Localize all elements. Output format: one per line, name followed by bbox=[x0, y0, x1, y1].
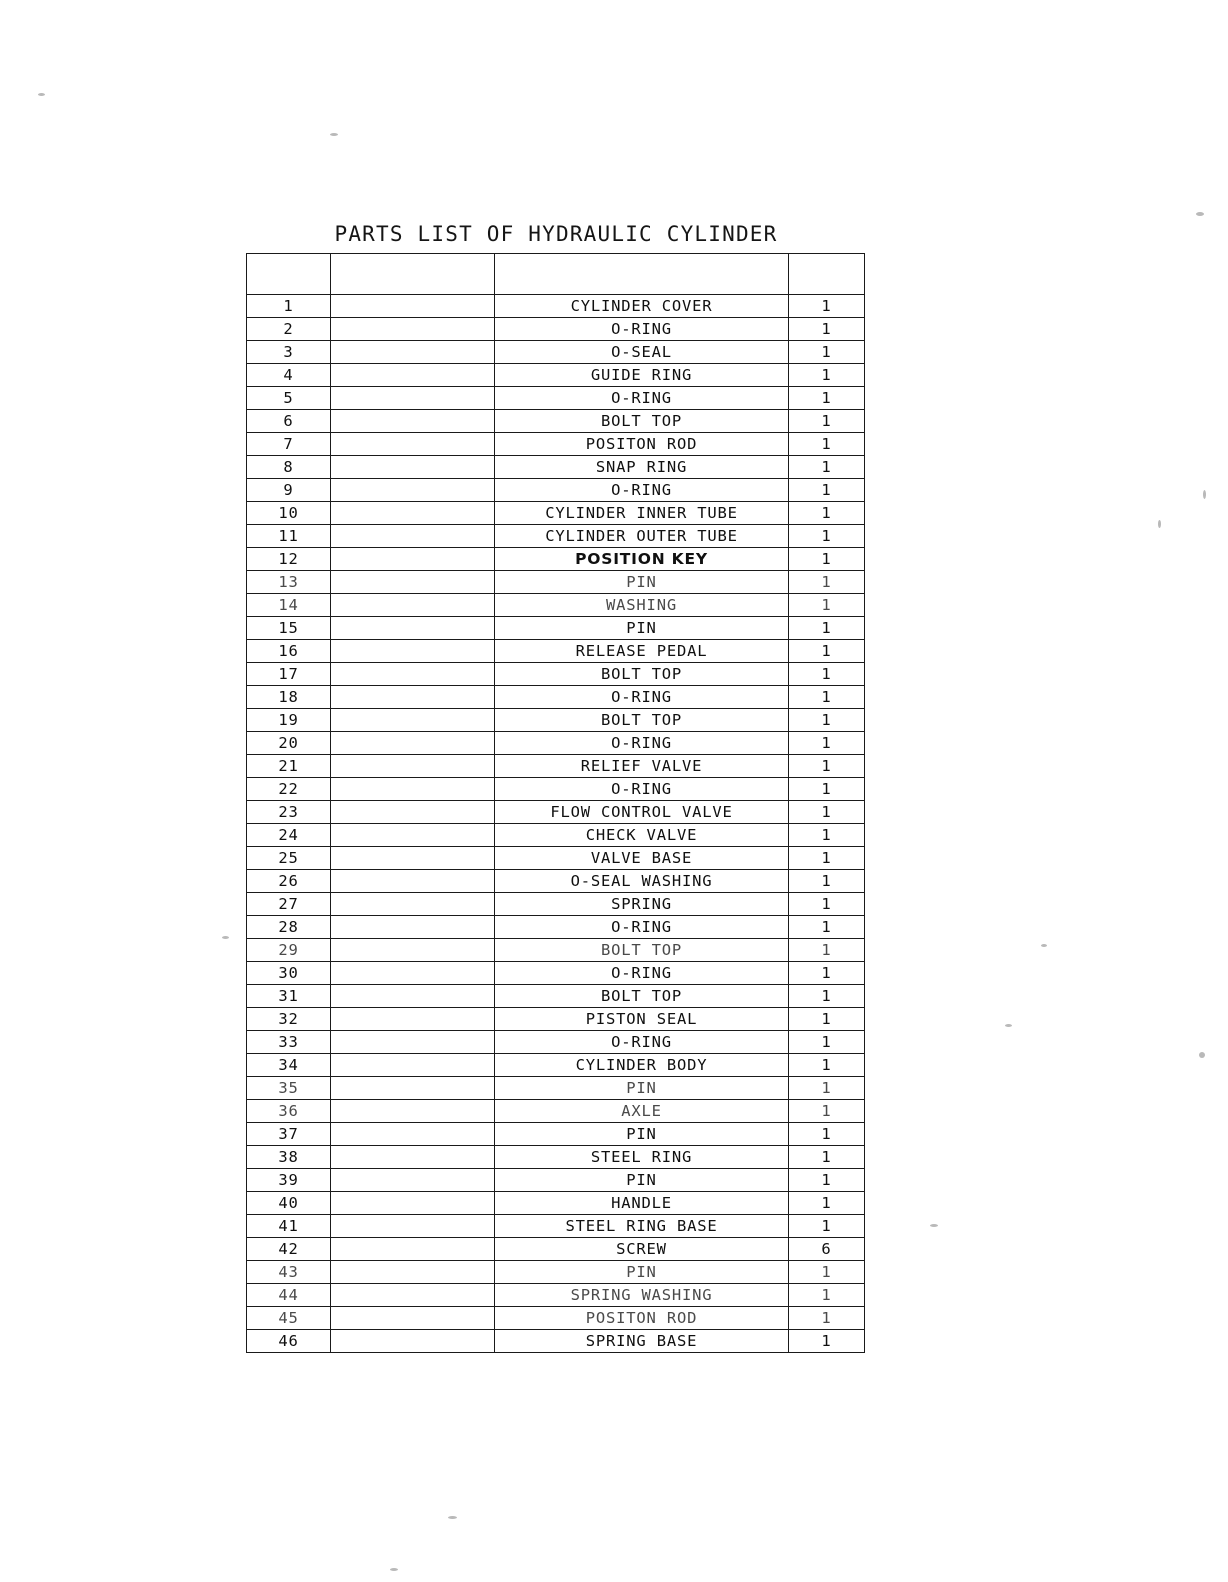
cell-quantity: 1 bbox=[789, 1146, 865, 1169]
cell-quantity: 1 bbox=[789, 640, 865, 663]
table-row bbox=[247, 387, 865, 410]
cell-part-code bbox=[331, 640, 495, 663]
table-row bbox=[247, 755, 865, 778]
table-row bbox=[247, 778, 865, 801]
cell-part-name: O-SEAL WASHING bbox=[495, 870, 789, 893]
table-header-row bbox=[247, 254, 865, 295]
cell-quantity: 1 bbox=[789, 686, 865, 709]
cell-item-number: 19 bbox=[247, 709, 331, 732]
cell-item-number: 45 bbox=[247, 1307, 331, 1330]
cell-part-code bbox=[331, 318, 495, 341]
cell-quantity: 1 bbox=[789, 732, 865, 755]
table-row bbox=[247, 433, 865, 456]
cell-part-code bbox=[331, 341, 495, 364]
cell-item-number: 25 bbox=[247, 847, 331, 870]
table-row bbox=[247, 732, 865, 755]
scan-speck bbox=[1199, 1052, 1205, 1058]
cell-item-number: 36 bbox=[247, 1100, 331, 1123]
cell-quantity: 1 bbox=[789, 295, 865, 318]
cell-part-code bbox=[331, 617, 495, 640]
scan-speck bbox=[390, 1568, 398, 1571]
cell-part-code bbox=[331, 916, 495, 939]
cell-part-code bbox=[331, 1077, 495, 1100]
cell-item-number: 26 bbox=[247, 870, 331, 893]
cell-part-code bbox=[331, 847, 495, 870]
cell-quantity: 1 bbox=[789, 985, 865, 1008]
cell-item-number: 28 bbox=[247, 916, 331, 939]
cell-quantity: 1 bbox=[789, 594, 865, 617]
cell-quantity: 1 bbox=[789, 548, 865, 571]
cell-part-name: CYLINDER COVER bbox=[495, 295, 789, 318]
cell-item-number: 21 bbox=[247, 755, 331, 778]
cell-part-name: PIN bbox=[495, 1123, 789, 1146]
cell-quantity: 1 bbox=[789, 617, 865, 640]
cell-item-number: 38 bbox=[247, 1146, 331, 1169]
cell-part-code bbox=[331, 1307, 495, 1330]
table-row bbox=[247, 1192, 865, 1215]
cell-quantity: 6 bbox=[789, 1238, 865, 1261]
table-row bbox=[247, 1307, 865, 1330]
table-row bbox=[247, 1008, 865, 1031]
cell-item-number: 43 bbox=[247, 1261, 331, 1284]
table-row bbox=[247, 962, 865, 985]
cell-part-code bbox=[331, 387, 495, 410]
cell-item-number: 8 bbox=[247, 456, 331, 479]
table-row bbox=[247, 617, 865, 640]
cell-item-number: 30 bbox=[247, 962, 331, 985]
cell-part-name: CHECK VALVE bbox=[495, 824, 789, 847]
cell-part-name: CYLINDER INNER TUBE bbox=[495, 502, 789, 525]
cell-part-name: SCREW bbox=[495, 1238, 789, 1261]
cell-quantity: 1 bbox=[789, 755, 865, 778]
cell-part-code bbox=[331, 778, 495, 801]
table-row bbox=[247, 1054, 865, 1077]
cell-part-name: PIN bbox=[495, 571, 789, 594]
cell-part-name: VALVE BASE bbox=[495, 847, 789, 870]
cell-quantity: 1 bbox=[789, 778, 865, 801]
cell-item-number: 39 bbox=[247, 1169, 331, 1192]
scan-speck bbox=[1203, 490, 1206, 499]
cell-part-code bbox=[331, 1192, 495, 1215]
cell-item-number: 2 bbox=[247, 318, 331, 341]
cell-part-name: PIN bbox=[495, 1077, 789, 1100]
cell-part-code bbox=[331, 1169, 495, 1192]
cell-part-name: PISTON SEAL bbox=[495, 1008, 789, 1031]
cell-quantity: 1 bbox=[789, 847, 865, 870]
cell-item-number: 46 bbox=[247, 1330, 331, 1353]
header-cell-code bbox=[331, 254, 495, 295]
cell-quantity: 1 bbox=[789, 387, 865, 410]
cell-part-code bbox=[331, 1008, 495, 1031]
cell-part-name: O-RING bbox=[495, 318, 789, 341]
cell-part-name: SPRING bbox=[495, 893, 789, 916]
cell-part-code bbox=[331, 1238, 495, 1261]
cell-quantity: 1 bbox=[789, 1100, 865, 1123]
cell-part-name: PIN bbox=[495, 1261, 789, 1284]
cell-part-name: BOLT TOP bbox=[495, 985, 789, 1008]
cell-part-name: CYLINDER OUTER TUBE bbox=[495, 525, 789, 548]
cell-quantity: 1 bbox=[789, 479, 865, 502]
cell-item-number: 16 bbox=[247, 640, 331, 663]
table-row bbox=[247, 1100, 865, 1123]
cell-item-number: 37 bbox=[247, 1123, 331, 1146]
cell-item-number: 5 bbox=[247, 387, 331, 410]
cell-part-code bbox=[331, 295, 495, 318]
cell-item-number: 10 bbox=[247, 502, 331, 525]
table-row bbox=[247, 1146, 865, 1169]
cell-part-name: GUIDE RING bbox=[495, 364, 789, 387]
table-row bbox=[247, 594, 865, 617]
parts-table-body bbox=[247, 254, 865, 1353]
cell-item-number: 32 bbox=[247, 1008, 331, 1031]
cell-part-code bbox=[331, 594, 495, 617]
cell-part-name: AXLE bbox=[495, 1100, 789, 1123]
cell-item-number: 33 bbox=[247, 1031, 331, 1054]
cell-item-number: 12 bbox=[247, 548, 331, 571]
cell-quantity: 1 bbox=[789, 709, 865, 732]
header-cell-qty bbox=[789, 254, 865, 295]
cell-part-code bbox=[331, 893, 495, 916]
table-row bbox=[247, 456, 865, 479]
scan-speck bbox=[38, 93, 45, 96]
cell-quantity: 1 bbox=[789, 318, 865, 341]
table-row bbox=[247, 1261, 865, 1284]
cell-part-name: O-RING bbox=[495, 916, 789, 939]
cell-quantity: 1 bbox=[789, 1054, 865, 1077]
table-row bbox=[247, 1031, 865, 1054]
scan-speck bbox=[222, 936, 229, 939]
cell-item-number: 4 bbox=[247, 364, 331, 387]
cell-item-number: 9 bbox=[247, 479, 331, 502]
table-row bbox=[247, 893, 865, 916]
cell-part-code bbox=[331, 1031, 495, 1054]
cell-quantity: 1 bbox=[789, 571, 865, 594]
cell-quantity: 1 bbox=[789, 1307, 865, 1330]
cell-part-code bbox=[331, 433, 495, 456]
cell-part-name: FLOW CONTROL VALVE bbox=[495, 801, 789, 824]
cell-part-code bbox=[331, 732, 495, 755]
cell-part-name: O-RING bbox=[495, 479, 789, 502]
cell-item-number: 24 bbox=[247, 824, 331, 847]
table-row bbox=[247, 525, 865, 548]
table-row bbox=[247, 1284, 865, 1307]
table-row bbox=[247, 341, 865, 364]
cell-part-code bbox=[331, 801, 495, 824]
cell-part-code bbox=[331, 548, 495, 571]
header-cell-no bbox=[247, 254, 331, 295]
cell-quantity: 1 bbox=[789, 525, 865, 548]
cell-part-name: O-RING bbox=[495, 1031, 789, 1054]
cell-part-code bbox=[331, 939, 495, 962]
cell-part-code bbox=[331, 1146, 495, 1169]
table-row bbox=[247, 985, 865, 1008]
cell-part-code bbox=[331, 479, 495, 502]
cell-quantity: 1 bbox=[789, 824, 865, 847]
scan-speck bbox=[930, 1224, 938, 1227]
cell-item-number: 40 bbox=[247, 1192, 331, 1215]
cell-part-name: O-RING bbox=[495, 686, 789, 709]
cell-quantity: 1 bbox=[789, 1077, 865, 1100]
cell-part-name: WASHING bbox=[495, 594, 789, 617]
cell-quantity: 1 bbox=[789, 1031, 865, 1054]
cell-quantity: 1 bbox=[789, 962, 865, 985]
table-row bbox=[247, 1330, 865, 1353]
cell-item-number: 7 bbox=[247, 433, 331, 456]
scan-speck bbox=[330, 133, 338, 136]
cell-part-name: STEEL RING BASE bbox=[495, 1215, 789, 1238]
cell-quantity: 1 bbox=[789, 939, 865, 962]
cell-part-name: PIN bbox=[495, 617, 789, 640]
cell-quantity: 1 bbox=[789, 502, 865, 525]
cell-part-name: SPRING BASE bbox=[495, 1330, 789, 1353]
cell-quantity: 1 bbox=[789, 893, 865, 916]
cell-part-name: POSITION KEY bbox=[495, 548, 789, 571]
cell-quantity: 1 bbox=[789, 341, 865, 364]
table-row bbox=[247, 295, 865, 318]
cell-part-name: BOLT TOP bbox=[495, 939, 789, 962]
cell-item-number: 6 bbox=[247, 410, 331, 433]
table-row bbox=[247, 571, 865, 594]
cell-part-code bbox=[331, 1330, 495, 1353]
table-row bbox=[247, 939, 865, 962]
table-row bbox=[247, 479, 865, 502]
cell-item-number: 27 bbox=[247, 893, 331, 916]
cell-part-name: RELIEF VALVE bbox=[495, 755, 789, 778]
cell-quantity: 1 bbox=[789, 1192, 865, 1215]
cell-part-code bbox=[331, 364, 495, 387]
table-row bbox=[247, 640, 865, 663]
cell-part-code bbox=[331, 1261, 495, 1284]
cell-part-code bbox=[331, 1054, 495, 1077]
table-row bbox=[247, 801, 865, 824]
cell-part-code bbox=[331, 1100, 495, 1123]
cell-part-name: SNAP RING bbox=[495, 456, 789, 479]
table-row bbox=[247, 318, 865, 341]
cell-item-number: 20 bbox=[247, 732, 331, 755]
cell-item-number: 13 bbox=[247, 571, 331, 594]
cell-quantity: 1 bbox=[789, 1008, 865, 1031]
cell-part-code bbox=[331, 502, 495, 525]
cell-item-number: 14 bbox=[247, 594, 331, 617]
cell-part-code bbox=[331, 686, 495, 709]
cell-part-name: HANDLE bbox=[495, 1192, 789, 1215]
table-row bbox=[247, 1077, 865, 1100]
cell-quantity: 1 bbox=[789, 1215, 865, 1238]
cell-part-name: BOLT TOP bbox=[495, 709, 789, 732]
parts-table bbox=[246, 253, 865, 1353]
cell-quantity: 1 bbox=[789, 663, 865, 686]
cell-part-name: O-RING bbox=[495, 778, 789, 801]
cell-quantity: 1 bbox=[789, 410, 865, 433]
cell-quantity: 1 bbox=[789, 1169, 865, 1192]
table-row bbox=[247, 1238, 865, 1261]
cell-item-number: 41 bbox=[247, 1215, 331, 1238]
scan-speck bbox=[1041, 944, 1047, 947]
cell-item-number: 35 bbox=[247, 1077, 331, 1100]
cell-quantity: 1 bbox=[789, 870, 865, 893]
page-title: PARTS LIST OF HYDRAULIC CYLINDER bbox=[334, 222, 778, 246]
cell-item-number: 31 bbox=[247, 985, 331, 1008]
cell-part-code bbox=[331, 1284, 495, 1307]
cell-part-code bbox=[331, 1123, 495, 1146]
cell-item-number: 17 bbox=[247, 663, 331, 686]
scan-speck bbox=[1196, 212, 1204, 216]
table-row bbox=[247, 1215, 865, 1238]
cell-quantity: 1 bbox=[789, 801, 865, 824]
cell-part-code bbox=[331, 525, 495, 548]
cell-part-code bbox=[331, 962, 495, 985]
cell-quantity: 1 bbox=[789, 456, 865, 479]
cell-part-name: O-RING bbox=[495, 962, 789, 985]
cell-quantity: 1 bbox=[789, 1123, 865, 1146]
cell-item-number: 15 bbox=[247, 617, 331, 640]
header-cell-name bbox=[495, 254, 789, 295]
cell-part-name: STEEL RING bbox=[495, 1146, 789, 1169]
cell-part-name: BOLT TOP bbox=[495, 663, 789, 686]
table-row bbox=[247, 1169, 865, 1192]
parts-table-container bbox=[246, 253, 864, 1353]
cell-quantity: 1 bbox=[789, 916, 865, 939]
cell-part-name: O-RING bbox=[495, 732, 789, 755]
cell-part-name: SPRING WASHING bbox=[495, 1284, 789, 1307]
table-row bbox=[247, 916, 865, 939]
cell-part-name: O-SEAL bbox=[495, 341, 789, 364]
table-row bbox=[247, 870, 865, 893]
cell-quantity: 1 bbox=[789, 1261, 865, 1284]
table-row bbox=[247, 548, 865, 571]
table-row bbox=[247, 663, 865, 686]
cell-part-code bbox=[331, 709, 495, 732]
cell-item-number: 22 bbox=[247, 778, 331, 801]
cell-part-name: RELEASE PEDAL bbox=[495, 640, 789, 663]
cell-part-code bbox=[331, 663, 495, 686]
cell-item-number: 42 bbox=[247, 1238, 331, 1261]
table-row bbox=[247, 410, 865, 433]
cell-part-name: CYLINDER BODY bbox=[495, 1054, 789, 1077]
table-row bbox=[247, 824, 865, 847]
cell-part-code bbox=[331, 410, 495, 433]
table-row bbox=[247, 686, 865, 709]
cell-quantity: 1 bbox=[789, 364, 865, 387]
scan-speck bbox=[1158, 520, 1161, 528]
table-row bbox=[247, 1123, 865, 1146]
table-row bbox=[247, 847, 865, 870]
cell-item-number: 34 bbox=[247, 1054, 331, 1077]
cell-part-code bbox=[331, 985, 495, 1008]
table-row bbox=[247, 364, 865, 387]
cell-part-code bbox=[331, 1215, 495, 1238]
cell-item-number: 29 bbox=[247, 939, 331, 962]
cell-item-number: 1 bbox=[247, 295, 331, 318]
cell-part-code bbox=[331, 870, 495, 893]
table-row bbox=[247, 502, 865, 525]
cell-part-name: PIN bbox=[495, 1169, 789, 1192]
scan-speck bbox=[448, 1516, 457, 1519]
cell-part-code bbox=[331, 571, 495, 594]
cell-quantity: 1 bbox=[789, 1330, 865, 1353]
cell-item-number: 23 bbox=[247, 801, 331, 824]
cell-part-name: POSITON ROD bbox=[495, 433, 789, 456]
cell-part-name: O-RING bbox=[495, 387, 789, 410]
cell-part-code bbox=[331, 755, 495, 778]
scan-speck bbox=[1005, 1024, 1012, 1027]
cell-part-name: BOLT TOP bbox=[495, 410, 789, 433]
table-row bbox=[247, 709, 865, 732]
cell-item-number: 44 bbox=[247, 1284, 331, 1307]
cell-part-name: POSITON ROD bbox=[495, 1307, 789, 1330]
cell-item-number: 3 bbox=[247, 341, 331, 364]
cell-quantity: 1 bbox=[789, 1284, 865, 1307]
cell-item-number: 18 bbox=[247, 686, 331, 709]
cell-item-number: 11 bbox=[247, 525, 331, 548]
cell-part-code bbox=[331, 456, 495, 479]
cell-part-code bbox=[331, 824, 495, 847]
cell-quantity: 1 bbox=[789, 433, 865, 456]
